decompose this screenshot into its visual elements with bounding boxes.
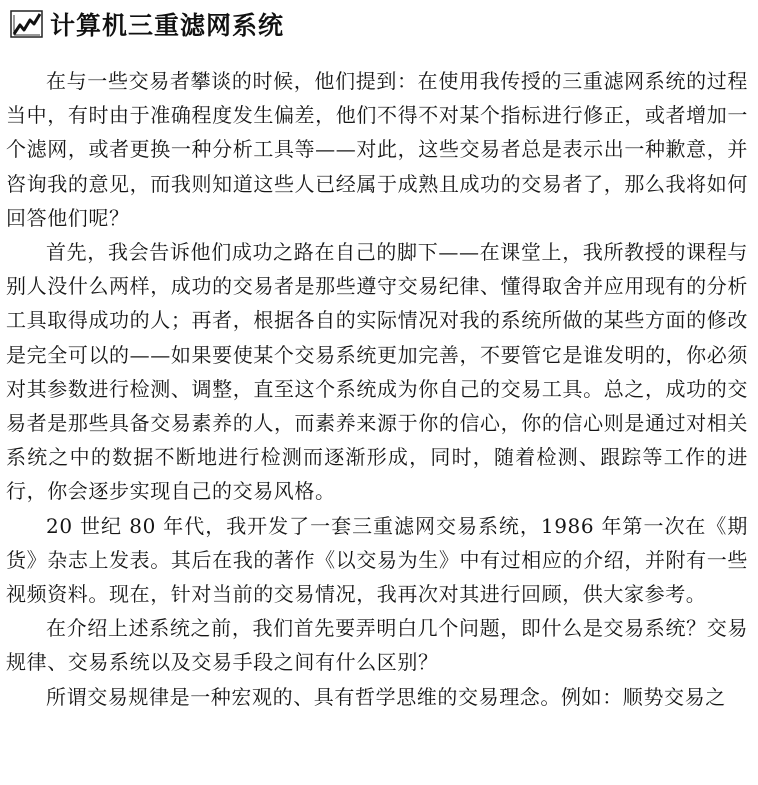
paragraph: 在介绍上述系统之前，我们首先要弄明白几个问题，即什么是交易系统？交易规律、交易系统以及交易手段之间有什么区别？ bbox=[6, 616, 748, 675]
paragraph: 在与一些交易者攀谈的时候，他们提到：在使用我传授的三重滤网系统的过程当中，有时由于准确程度发生偏差，他们不得不对某个指标进行修正，或者增加一个滤网，或者更换一种分析工具等——对此，这些交易者总是表示出一种歉意，并咨询我的意见，而我则知道这些人已经属于成熟且成功的交易者了，那么我将如何回答他们呢？ bbox=[6, 69, 748, 230]
trend-chart-icon bbox=[10, 9, 44, 39]
section-title: 计算机三重滤网系统 bbox=[50, 11, 285, 40]
paragraph: 所谓交易规律是一种宏观的、具有哲学思维的交易理念。例如：顺势交易之 bbox=[46, 684, 726, 709]
body-text bbox=[6, 64, 748, 714]
paragraph: 首先，我会告诉他们成功之路在自己的脚下——在课堂上，我所教授的课程与别人没什么两样，成功的交易者是那些遵守交易纪律、懂得取舍并应用现有的分析工具取得成功的人；再者，根据各自的实际情况对我的系统所做的某些方面的修改是完全可以的——如果要使某个交易系统更加完善，不要管它是谁发明的，你必须对其参数进行检测、调整，直至这个系统成为你自己的交易工具。总之，成功的交易者是那些具备交易素养的人，而素养来源于你的信心，你的信心则是通过对相关系统之中的数据不断地进行检测而逐渐形成，同时，随着检测、跟踪等工作的进行，你会逐步实现自己的交易风格。 bbox=[6, 240, 748, 504]
section-heading bbox=[10, 6, 284, 42]
paragraph: 20 世纪 80 年代，我开发了一套三重滤网交易系统，1986 年第一次在《期货》杂志上发表。其后在我的著作《以交易为生》中有过相应的介绍，并附有一些视频资料。现在，针对当前的交易情况，我再次对其进行回顾，供大家参考。 bbox=[6, 513, 748, 607]
